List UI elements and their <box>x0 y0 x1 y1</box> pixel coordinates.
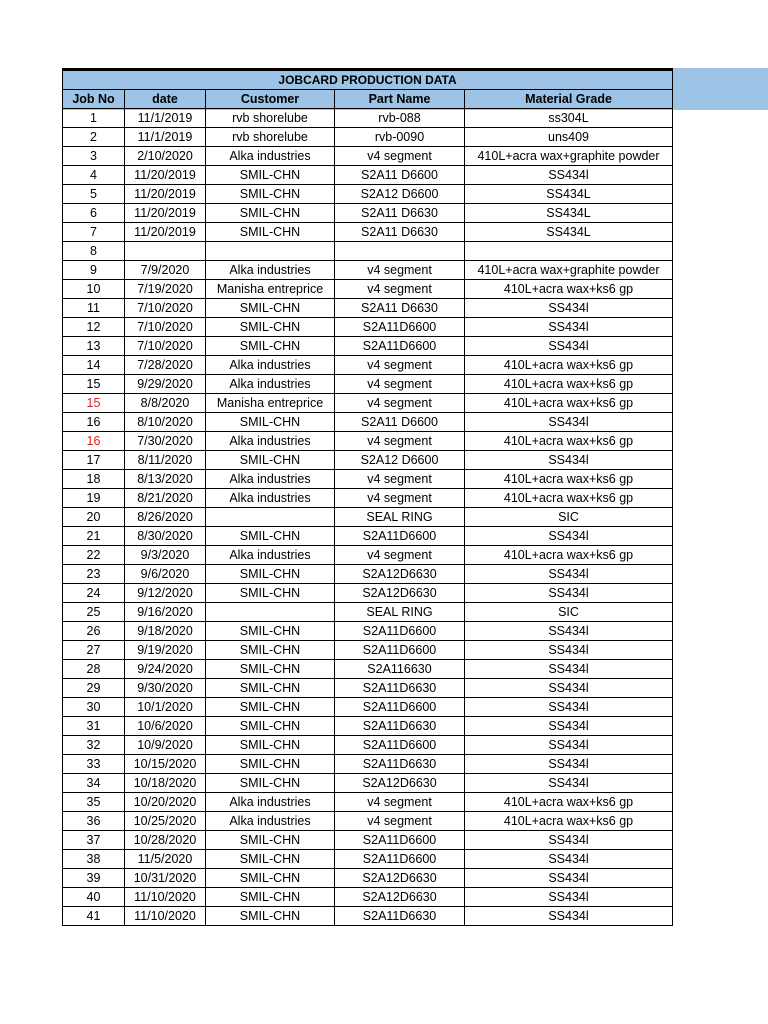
cell-material-grade[interactable]: SS434l <box>465 679 673 698</box>
cell-part-name[interactable]: SEAL RING <box>335 508 465 527</box>
cell-material-grade[interactable]: SS434L <box>465 185 673 204</box>
cell-job-no[interactable]: 25 <box>63 603 125 622</box>
cell-part-name[interactable]: S2A12D6630 <box>335 869 465 888</box>
table-row <box>63 888 673 907</box>
cell-material-grade[interactable]: SS434l <box>465 413 673 432</box>
cell-customer[interactable]: SMIL-CHN <box>206 565 335 584</box>
cell-customer[interactable]: SMIL-CHN <box>206 660 335 679</box>
cell-customer[interactable]: SMIL-CHN <box>206 698 335 717</box>
cell-date[interactable]: 9/18/2020 <box>125 622 206 641</box>
cell-material-grade[interactable]: SS434l <box>465 565 673 584</box>
cell-part-name[interactable]: S2A11 D6600 <box>335 413 465 432</box>
cell-job-no[interactable]: 35 <box>63 793 125 812</box>
cell-customer[interactable] <box>206 242 335 261</box>
cell-job-no[interactable]: 26 <box>63 622 125 641</box>
cell-customer[interactable]: rvb shorelube <box>206 128 335 147</box>
cell-customer[interactable]: Alka industries <box>206 546 335 565</box>
cell-customer[interactable]: Alka industries <box>206 375 335 394</box>
cell-date[interactable]: 10/31/2020 <box>125 869 206 888</box>
cell-date[interactable]: 9/3/2020 <box>125 546 206 565</box>
cell-material-grade[interactable]: SS434l <box>465 717 673 736</box>
cell-material-grade[interactable]: SIC <box>465 508 673 527</box>
table-row <box>63 489 673 508</box>
cell-job-no[interactable]: 31 <box>63 717 125 736</box>
cell-customer[interactable]: SMIL-CHN <box>206 299 335 318</box>
cell-part-name[interactable]: S2A11 D6630 <box>335 223 465 242</box>
cell-job-no[interactable]: 11 <box>63 299 125 318</box>
table-row <box>63 508 673 527</box>
table-row <box>63 470 673 489</box>
cell-job-no[interactable]: 19 <box>63 489 125 508</box>
cell-job-no[interactable]: 8 <box>63 242 125 261</box>
cell-job-no[interactable]: 38 <box>63 850 125 869</box>
cell-customer[interactable]: SMIL-CHN <box>206 204 335 223</box>
cell-part-name[interactable]: S2A11 D6630 <box>335 204 465 223</box>
table-row <box>63 375 673 394</box>
cell-part-name[interactable]: S2A12D6630 <box>335 888 465 907</box>
cell-material-grade[interactable]: SS434l <box>465 622 673 641</box>
cell-customer[interactable]: SMIL-CHN <box>206 584 335 603</box>
cell-material-grade[interactable]: SS434l <box>465 888 673 907</box>
cell-material-grade[interactable]: 410L+acra wax+graphite powder <box>465 147 673 166</box>
cell-job-no[interactable]: 7 <box>63 223 125 242</box>
cell-customer[interactable]: SMIL-CHN <box>206 451 335 470</box>
cell-date[interactable]: 7/30/2020 <box>125 432 206 451</box>
column-header-row <box>63 90 673 109</box>
cell-date[interactable]: 8/10/2020 <box>125 413 206 432</box>
cell-job-no[interactable]: 18 <box>63 470 125 489</box>
header-customer[interactable]: Customer <box>206 90 335 109</box>
cell-job-no[interactable]: 34 <box>63 774 125 793</box>
cell-material-grade[interactable]: SS434l <box>465 736 673 755</box>
table-row <box>63 318 673 337</box>
table-row <box>63 774 673 793</box>
cell-material-grade[interactable]: SS434L <box>465 223 673 242</box>
table-row <box>63 660 673 679</box>
cell-material-grade[interactable]: 410L+acra wax+ks6 gp <box>465 356 673 375</box>
cell-customer[interactable]: Alka industries <box>206 356 335 375</box>
cell-customer[interactable]: SMIL-CHN <box>206 888 335 907</box>
cell-material-grade[interactable]: SS434l <box>465 584 673 603</box>
cell-customer[interactable]: SMIL-CHN <box>206 413 335 432</box>
cell-part-name[interactable]: S2A11D6600 <box>335 318 465 337</box>
cell-date[interactable]: 11/1/2019 <box>125 128 206 147</box>
cell-customer[interactable]: Manisha entreprice <box>206 280 335 299</box>
cell-customer[interactable]: Alka industries <box>206 470 335 489</box>
cell-date[interactable]: 10/20/2020 <box>125 793 206 812</box>
header-job-no[interactable]: Job No <box>63 90 125 109</box>
cell-job-no[interactable]: 12 <box>63 318 125 337</box>
cell-part-name[interactable] <box>335 242 465 261</box>
table-row <box>63 394 673 413</box>
cell-part-name[interactable]: v4 segment <box>335 432 465 451</box>
cell-date[interactable]: 7/19/2020 <box>125 280 206 299</box>
cell-material-grade[interactable]: SS434l <box>465 774 673 793</box>
table-row <box>63 850 673 869</box>
cell-customer[interactable]: SMIL-CHN <box>206 641 335 660</box>
cell-part-name[interactable]: S2A12D6630 <box>335 774 465 793</box>
table-row <box>63 451 673 470</box>
table-row <box>63 793 673 812</box>
cell-date[interactable]: 8/26/2020 <box>125 508 206 527</box>
cell-customer[interactable]: SMIL-CHN <box>206 679 335 698</box>
cell-material-grade[interactable]: SS434l <box>465 451 673 470</box>
cell-job-no[interactable]: 24 <box>63 584 125 603</box>
cell-material-grade[interactable]: 410L+acra wax+ks6 gp <box>465 546 673 565</box>
cell-date[interactable]: 7/10/2020 <box>125 299 206 318</box>
cell-customer[interactable]: SMIL-CHN <box>206 850 335 869</box>
table-row <box>63 546 673 565</box>
cell-date[interactable]: 9/29/2020 <box>125 375 206 394</box>
table-row <box>63 907 673 926</box>
cell-job-no[interactable]: 13 <box>63 337 125 356</box>
cell-job-no[interactable]: 4 <box>63 166 125 185</box>
cell-material-grade[interactable]: 410L+acra wax+ks6 gp <box>465 489 673 508</box>
cell-date[interactable]: 7/9/2020 <box>125 261 206 280</box>
cell-job-no[interactable]: 30 <box>63 698 125 717</box>
cell-material-grade[interactable]: SS434l <box>465 166 673 185</box>
cell-job-no[interactable]: 14 <box>63 356 125 375</box>
cell-job-no[interactable]: 1 <box>63 109 125 128</box>
table-title-row <box>63 70 673 90</box>
cell-date[interactable]: 7/28/2020 <box>125 356 206 375</box>
cell-part-name[interactable]: v4 segment <box>335 546 465 565</box>
header-material-grade[interactable]: Material Grade <box>465 90 673 109</box>
cell-job-no[interactable]: 21 <box>63 527 125 546</box>
cell-job-no[interactable]: 41 <box>63 907 125 926</box>
table-row <box>63 869 673 888</box>
table-row <box>63 717 673 736</box>
table-row <box>63 679 673 698</box>
table-row <box>63 166 673 185</box>
cell-part-name[interactable]: S2A116630 <box>335 660 465 679</box>
cell-customer[interactable]: rvb shorelube <box>206 109 335 128</box>
table-row <box>63 413 673 432</box>
cell-part-name[interactable]: v4 segment <box>335 394 465 413</box>
cell-material-grade[interactable]: 410L+acra wax+ks6 gp <box>465 470 673 489</box>
table-row <box>63 242 673 261</box>
cell-part-name[interactable]: S2A11D6600 <box>335 337 465 356</box>
cell-part-name[interactable]: v4 segment <box>335 470 465 489</box>
cell-material-grade[interactable]: SS434l <box>465 318 673 337</box>
cell-material-grade[interactable] <box>465 242 673 261</box>
cell-part-name[interactable]: v4 segment <box>335 812 465 831</box>
cell-customer[interactable]: SMIL-CHN <box>206 736 335 755</box>
cell-part-name[interactable]: S2A11D6600 <box>335 641 465 660</box>
cell-customer[interactable]: Alka industries <box>206 489 335 508</box>
table-row <box>63 831 673 850</box>
cell-material-grade[interactable]: uns409 <box>465 128 673 147</box>
cell-customer[interactable] <box>206 603 335 622</box>
cell-job-no[interactable]: 23 <box>63 565 125 584</box>
cell-date[interactable]: 7/10/2020 <box>125 318 206 337</box>
cell-customer[interactable]: Alka industries <box>206 812 335 831</box>
cell-date[interactable]: 8/13/2020 <box>125 470 206 489</box>
table-row <box>63 128 673 147</box>
cell-part-name[interactable]: rvb-088 <box>335 109 465 128</box>
cell-customer[interactable]: Alka industries <box>206 432 335 451</box>
cell-job-no[interactable]: 10 <box>63 280 125 299</box>
cell-customer[interactable]: SMIL-CHN <box>206 318 335 337</box>
table-row <box>63 622 673 641</box>
cell-date[interactable]: 10/9/2020 <box>125 736 206 755</box>
cell-customer[interactable]: SMIL-CHN <box>206 527 335 546</box>
cell-job-no[interactable]: 28 <box>63 660 125 679</box>
cell-date[interactable]: 11/10/2020 <box>125 907 206 926</box>
cell-material-grade[interactable]: SS434l <box>465 527 673 546</box>
cell-part-name[interactable]: S2A11D6600 <box>335 698 465 717</box>
cell-job-no[interactable]: 15 <box>63 375 125 394</box>
cell-date[interactable]: 10/1/2020 <box>125 698 206 717</box>
cell-part-name[interactable]: S2A11 D6600 <box>335 166 465 185</box>
cell-material-grade[interactable]: 410L+acra wax+ks6 gp <box>465 280 673 299</box>
cell-material-grade[interactable]: SS434l <box>465 907 673 926</box>
cell-job-no[interactable]: 29 <box>63 679 125 698</box>
cell-part-name[interactable]: rvb-0090 <box>335 128 465 147</box>
cell-material-grade[interactable]: SS434l <box>465 850 673 869</box>
cell-part-name[interactable]: S2A11D6600 <box>335 622 465 641</box>
table-row <box>63 432 673 451</box>
cell-date[interactable]: 8/11/2020 <box>125 451 206 470</box>
cell-customer[interactable]: SMIL-CHN <box>206 869 335 888</box>
cell-job-no[interactable]: 15 <box>63 394 125 413</box>
cell-date[interactable]: 9/16/2020 <box>125 603 206 622</box>
cell-customer[interactable]: SMIL-CHN <box>206 717 335 736</box>
cell-material-grade[interactable]: SS434l <box>465 299 673 318</box>
cell-date[interactable]: 10/15/2020 <box>125 755 206 774</box>
cell-material-grade[interactable]: 410L+acra wax+ks6 gp <box>465 375 673 394</box>
cell-customer[interactable]: Alka industries <box>206 793 335 812</box>
header-date[interactable]: date <box>125 90 206 109</box>
cell-job-no[interactable]: 16 <box>63 432 125 451</box>
cell-date[interactable]: 9/30/2020 <box>125 679 206 698</box>
cell-part-name[interactable]: v4 segment <box>335 356 465 375</box>
cell-customer[interactable]: SMIL-CHN <box>206 185 335 204</box>
cell-material-grade[interactable]: SS434l <box>465 698 673 717</box>
cell-job-no[interactable]: 20 <box>63 508 125 527</box>
table-row <box>63 641 673 660</box>
cell-customer[interactable]: SMIL-CHN <box>206 337 335 356</box>
cell-date[interactable]: 11/20/2019 <box>125 223 206 242</box>
cell-material-grade[interactable]: SS434l <box>465 755 673 774</box>
cell-part-name[interactable]: SEAL RING <box>335 603 465 622</box>
cell-date[interactable]: 10/28/2020 <box>125 831 206 850</box>
table-row <box>63 261 673 280</box>
cell-job-no[interactable]: 16 <box>63 413 125 432</box>
cell-job-no[interactable]: 40 <box>63 888 125 907</box>
cell-job-no[interactable]: 27 <box>63 641 125 660</box>
cell-date[interactable]: 11/20/2019 <box>125 185 206 204</box>
cell-customer[interactable]: SMIL-CHN <box>206 622 335 641</box>
table-row <box>63 147 673 166</box>
cell-date[interactable]: 9/6/2020 <box>125 565 206 584</box>
cell-job-no[interactable]: 5 <box>63 185 125 204</box>
table-row <box>63 603 673 622</box>
cell-material-grade[interactable]: ss304L <box>465 109 673 128</box>
cell-material-grade[interactable]: 410L+acra wax+ks6 gp <box>465 793 673 812</box>
cell-part-name[interactable]: v4 segment <box>335 147 465 166</box>
cell-material-grade[interactable]: SS434l <box>465 641 673 660</box>
cell-date[interactable]: 10/6/2020 <box>125 717 206 736</box>
cell-material-grade[interactable]: SS434l <box>465 337 673 356</box>
table-row <box>63 280 673 299</box>
header-part-name[interactable]: Part Name <box>335 90 465 109</box>
cell-date[interactable]: 11/20/2019 <box>125 204 206 223</box>
cell-customer[interactable] <box>206 508 335 527</box>
cell-date[interactable]: 7/10/2020 <box>125 337 206 356</box>
spreadsheet <box>62 68 672 926</box>
cell-date[interactable]: 11/10/2020 <box>125 888 206 907</box>
cell-job-no[interactable]: 37 <box>63 831 125 850</box>
table-row <box>63 698 673 717</box>
cell-material-grade[interactable]: SS434L <box>465 204 673 223</box>
cell-customer[interactable]: Alka industries <box>206 261 335 280</box>
cell-date[interactable]: 8/21/2020 <box>125 489 206 508</box>
cell-job-no[interactable]: 3 <box>63 147 125 166</box>
cell-job-no[interactable]: 36 <box>63 812 125 831</box>
cell-part-name[interactable]: v4 segment <box>335 793 465 812</box>
cell-part-name[interactable]: S2A12 D6600 <box>335 451 465 470</box>
cell-material-grade[interactable]: 410L+acra wax+ks6 gp <box>465 432 673 451</box>
table-row <box>63 584 673 603</box>
cell-customer[interactable]: SMIL-CHN <box>206 774 335 793</box>
cell-job-no[interactable]: 33 <box>63 755 125 774</box>
cell-job-no[interactable]: 9 <box>63 261 125 280</box>
cell-part-name[interactable]: S2A11D6600 <box>335 736 465 755</box>
cell-material-grade[interactable]: 410L+acra wax+ks6 gp <box>465 812 673 831</box>
cell-material-grade[interactable]: SS434l <box>465 869 673 888</box>
cell-part-name[interactable]: v4 segment <box>335 261 465 280</box>
cell-date[interactable]: 8/30/2020 <box>125 527 206 546</box>
cell-part-name[interactable]: S2A11D6630 <box>335 717 465 736</box>
cell-customer[interactable]: SMIL-CHN <box>206 755 335 774</box>
table-title[interactable]: JOBCARD PRODUCTION DATA <box>63 70 673 90</box>
table-row <box>63 736 673 755</box>
cell-date[interactable]: 9/12/2020 <box>125 584 206 603</box>
cell-customer[interactable]: Manisha entreprice <box>206 394 335 413</box>
cell-job-no[interactable]: 6 <box>63 204 125 223</box>
cell-part-name[interactable]: S2A11D6630 <box>335 755 465 774</box>
cell-date[interactable]: 9/19/2020 <box>125 641 206 660</box>
cell-part-name[interactable]: S2A11D6630 <box>335 679 465 698</box>
cell-job-no[interactable]: 32 <box>63 736 125 755</box>
cell-part-name[interactable]: S2A11D6600 <box>335 831 465 850</box>
cell-material-grade[interactable]: SIC <box>465 603 673 622</box>
cell-job-no[interactable]: 17 <box>63 451 125 470</box>
cell-part-name[interactable]: S2A12D6630 <box>335 565 465 584</box>
cell-customer[interactable]: Alka industries <box>206 147 335 166</box>
table-row <box>63 337 673 356</box>
table-row <box>63 204 673 223</box>
cell-date[interactable]: 8/8/2020 <box>125 394 206 413</box>
cell-part-name[interactable]: S2A11D6600 <box>335 527 465 546</box>
table-row <box>63 527 673 546</box>
table-row <box>63 223 673 242</box>
cell-date[interactable] <box>125 242 206 261</box>
cell-part-name[interactable]: v4 segment <box>335 489 465 508</box>
cell-date[interactable]: 11/20/2019 <box>125 166 206 185</box>
cell-job-no[interactable]: 39 <box>63 869 125 888</box>
cell-date[interactable]: 2/10/2020 <box>125 147 206 166</box>
cell-customer[interactable]: SMIL-CHN <box>206 907 335 926</box>
table-row <box>63 299 673 318</box>
cell-date[interactable]: 11/5/2020 <box>125 850 206 869</box>
cell-date[interactable]: 10/18/2020 <box>125 774 206 793</box>
cell-part-name[interactable]: v4 segment <box>335 280 465 299</box>
cell-job-no[interactable]: 22 <box>63 546 125 565</box>
cell-part-name[interactable]: S2A11 D6630 <box>335 299 465 318</box>
cell-part-name[interactable]: S2A11D6600 <box>335 850 465 869</box>
cell-material-grade[interactable]: SS434l <box>465 831 673 850</box>
jobcard-table <box>62 68 673 926</box>
cell-material-grade[interactable]: 410L+acra wax+ks6 gp <box>465 394 673 413</box>
cell-material-grade[interactable]: 410L+acra wax+graphite powder <box>465 261 673 280</box>
cell-date[interactable]: 11/1/2019 <box>125 109 206 128</box>
table-row <box>63 356 673 375</box>
cell-customer[interactable]: SMIL-CHN <box>206 223 335 242</box>
cell-part-name[interactable]: S2A12D6630 <box>335 584 465 603</box>
table-row <box>63 185 673 204</box>
cell-part-name[interactable]: S2A12 D6600 <box>335 185 465 204</box>
cell-customer[interactable]: SMIL-CHN <box>206 166 335 185</box>
cell-customer[interactable]: SMIL-CHN <box>206 831 335 850</box>
cell-part-name[interactable]: S2A11D6630 <box>335 907 465 926</box>
cell-material-grade[interactable]: SS434l <box>465 660 673 679</box>
cell-job-no[interactable]: 2 <box>63 128 125 147</box>
cell-date[interactable]: 10/25/2020 <box>125 812 206 831</box>
table-row <box>63 109 673 128</box>
cell-date[interactable]: 9/24/2020 <box>125 660 206 679</box>
table-row <box>63 755 673 774</box>
cell-part-name[interactable]: v4 segment <box>335 375 465 394</box>
table-row <box>63 565 673 584</box>
table-row <box>63 812 673 831</box>
